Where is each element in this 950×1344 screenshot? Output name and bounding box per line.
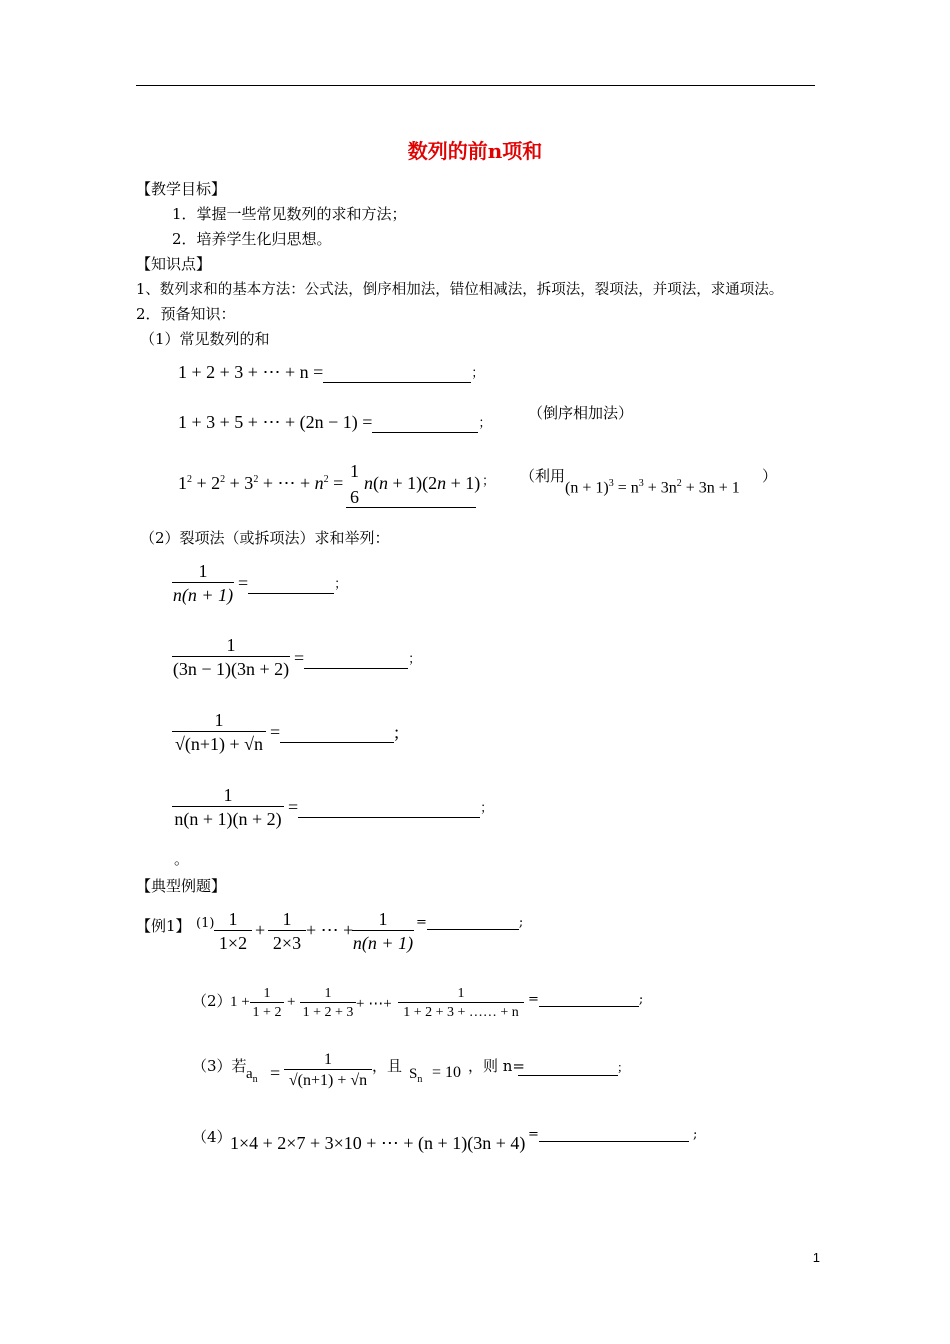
goal-2: 2．培养学生化归思想。 — [172, 230, 332, 248]
formula-note-close: ） — [762, 467, 778, 485]
formula-sum-squares-lhs: $1^2 + 2^2 + 3^2$ + ⋯ + $n^2$ = — [178, 473, 344, 493]
fraction: $\frac{1}{1 + 2 + 3 + \dots\dots + n}$ — [398, 986, 524, 1021]
knowledge-2a: （1）常见数列的和 — [140, 330, 270, 348]
semicolon: ； — [482, 474, 496, 489]
ellipsis: + ⋯+ — [356, 996, 392, 1012]
fraction-r3: $\frac{1}{√(n+1) + √n}$ — [172, 710, 266, 755]
part-2-label: （2） — [192, 992, 232, 1010]
section-examples: 【典型例题】 — [136, 877, 227, 895]
formula-note-open: （利用 — [520, 467, 566, 485]
knowledge-1: 1、数列求和的基本方法：公式法，倒序相加法，错位相减法，拆项法，裂项法，并项法，求通项法。 — [136, 282, 784, 298]
term-one: 1 + — [230, 994, 250, 1010]
answer-blank-row: ; — [518, 1055, 622, 1076]
answer-blank[interactable] — [539, 992, 639, 1007]
answer-blank[interactable] — [427, 915, 519, 930]
fraction: $\frac{1}{1 + 2 + 3}$ — [300, 986, 356, 1021]
fraction: $\frac{1}{2\times 3}$ — [268, 909, 306, 954]
fraction: $\frac{1}{n(n + 1)}$ — [352, 909, 414, 953]
knowledge-2: 2．预备知识： — [136, 305, 236, 323]
formula-sum-odd: 1 + 3 + 5 + ⋯ + (2n − 1) = ； — [178, 412, 492, 432]
answer-blank[interactable] — [539, 1127, 689, 1142]
equals: = ； — [288, 797, 494, 817]
part-4-label: （4） — [192, 1128, 232, 1146]
page-number: 1 — [812, 1250, 820, 1265]
ellipsis: + ⋯ + — [306, 920, 354, 940]
fraction: $\frac{1}{√(n+1) + √n}$ — [284, 1051, 372, 1090]
equals: = — [270, 1063, 281, 1083]
fraction-r4: $\frac{1}{n(n + 1)(n + 2)}$ — [172, 785, 284, 830]
answer-blank[interactable] — [298, 799, 480, 818]
equals: = ; — [528, 992, 644, 1007]
fraction: $\frac{1}{1\times 2}$ — [214, 909, 252, 954]
page-title: 数列的前n项和 — [407, 139, 543, 163]
section-knowledge: 【知识点】 — [136, 255, 212, 273]
answer-blank[interactable] — [518, 1061, 618, 1076]
equals: = ; — [270, 722, 400, 742]
header-rule — [136, 85, 815, 86]
equals: = ； — [238, 573, 348, 593]
plus: + — [255, 920, 266, 940]
formula-hint: $(n + 1)^3 = n^3 + 3n^2 + 3n + 1$ — [565, 478, 740, 497]
answer-blank[interactable] — [248, 575, 334, 594]
part-1-label: (1) — [196, 916, 215, 931]
section-goals: 【教学目标】 — [136, 180, 227, 198]
fraction: $\frac{1}{1 + 2}$ — [250, 986, 284, 1021]
formula-sum-squares-rhs: n(n + 1)(2n + 1) — [364, 473, 481, 493]
and-text: ，且 — [372, 1057, 403, 1075]
knowledge-2b: （2）裂项法（或拆项法）求和举列： — [140, 529, 390, 547]
then-text: ，则 n= — [468, 1057, 525, 1075]
example-label: 【例1】 — [136, 917, 191, 935]
S-n: $S_n$ — [409, 1066, 423, 1085]
plus: + — [287, 994, 296, 1010]
period-mark: 。 — [174, 850, 190, 868]
part-3-label: （3）若 — [192, 1057, 247, 1075]
formula-sum-n: 1 + 2 + 3 + ⋯ + n = ； — [178, 362, 485, 382]
fraction-r2: $\frac{1}{(3n - 1)(3n + 2)}$ — [172, 635, 290, 679]
answer-blank[interactable] — [372, 414, 478, 433]
answer-blank[interactable] — [323, 364, 471, 383]
a-n: $a_n$ — [246, 1066, 258, 1085]
series-expression: 1×4 + 2×7 + 3×10 + ⋯ + (n + 1)(3n + 4) — [230, 1133, 526, 1153]
answer-blank[interactable] — [304, 650, 408, 669]
equals-ten: = 10 — [432, 1064, 462, 1081]
fraction-r1: $\frac{1}{n(n + 1)}$ — [172, 561, 234, 605]
equals: = ； — [294, 648, 422, 668]
equals: = ; — [528, 1127, 698, 1142]
goal-1: 1．掌握一些常见数列的求和方法； — [172, 205, 407, 223]
answer-blank[interactable] — [280, 724, 394, 743]
formula-note: （倒序相加法） — [528, 404, 634, 422]
formula-sum-squares-frac-num: 1 — [350, 461, 359, 481]
answer-underline — [346, 507, 476, 508]
formula-sum-squares-frac-den: 6 — [350, 487, 359, 507]
equals: = ; — [416, 915, 524, 930]
